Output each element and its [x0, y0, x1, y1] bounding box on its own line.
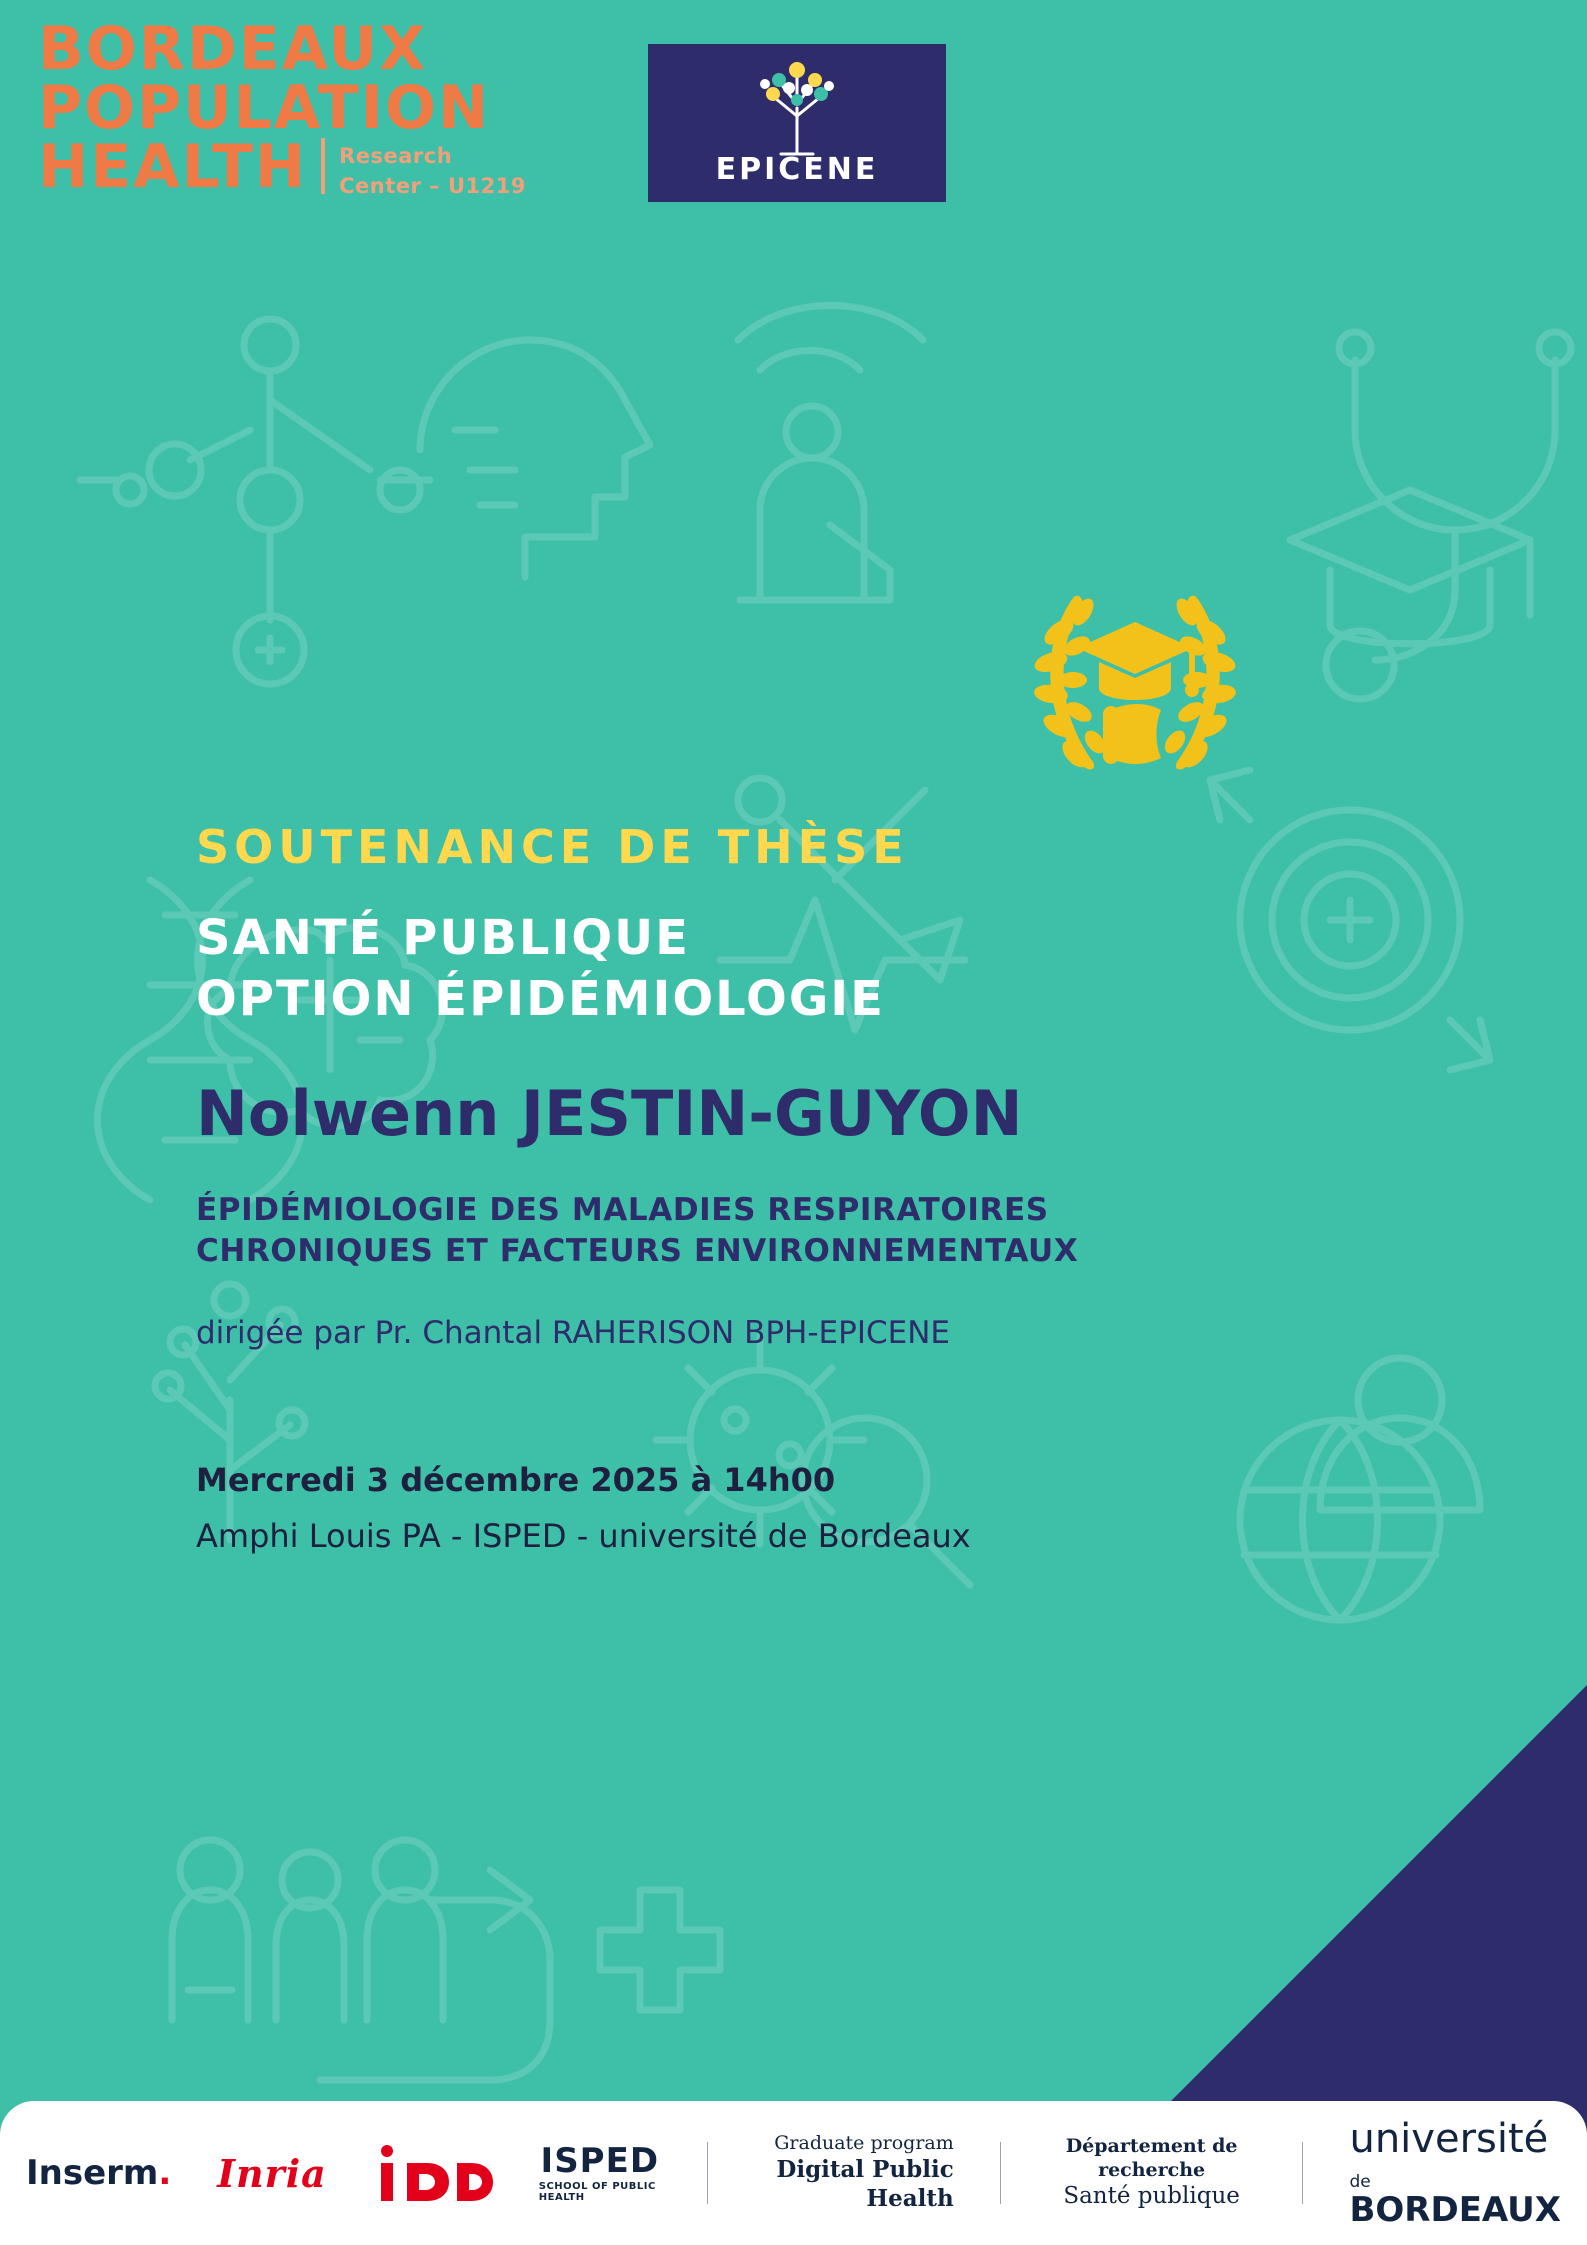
- footer-divider-2: [1000, 2142, 1001, 2204]
- bph-logo-line3: HEALTH: [38, 131, 308, 202]
- discipline-line-1: SANTÉ PUBLIQUE: [196, 910, 690, 966]
- thesis-supervisor: dirigée par Pr. Chantal RAHERISON BPH-EPICENE: [196, 1314, 950, 1351]
- graduate-program-bottom: Digital Public Health: [776, 2156, 954, 2212]
- graduate-program-logo: [754, 2132, 953, 2213]
- departement-recherche-logo: [1047, 2135, 1256, 2211]
- footer-divider-1: [707, 2142, 708, 2204]
- footer-divider-3: [1302, 2142, 1303, 2204]
- inserm-logo-dot: .: [158, 2153, 172, 2193]
- bph-logo-line2: POPULATION: [38, 72, 491, 143]
- universite-bordeaux-top: université: [1349, 2116, 1549, 2162]
- bph-logo-subtitle-line1: Research: [339, 143, 453, 168]
- graduate-program-top: Graduate program: [774, 2132, 954, 2155]
- discipline-block: [196, 908, 1376, 1031]
- isped-logo: [538, 2140, 661, 2203]
- universite-bordeaux-bottom: BORDEAUX: [1349, 2190, 1562, 2230]
- candidate-name: Nolwenn JESTIN-GUYON: [196, 1076, 1023, 1150]
- event-date: Mercredi 3 décembre 2025 à 14h00: [196, 1460, 836, 1499]
- page-title: SOUTENANCE DE THÈSE: [196, 820, 909, 874]
- thesis-title-line-1: ÉPIDÉMIOLOGIE DES MALADIES RESPIRATOIRES: [196, 1191, 1049, 1228]
- thesis-title: [196, 1190, 1376, 1273]
- footer-logo-bar: [0, 2101, 1587, 2245]
- thesis-title-line-2: CHRONIQUES ET FACTEURS ENVIRONNEMENTAUX: [196, 1233, 1079, 1270]
- laurel-graduation-icon: [1025, 570, 1245, 805]
- epicene-logo: [648, 44, 946, 202]
- bph-logo: [38, 14, 638, 202]
- poster-content: [196, 820, 1376, 1555]
- departement-recherche-top: Département de recherche: [1065, 2134, 1238, 2181]
- inria-logo-label: Inria: [217, 2150, 327, 2196]
- event-location: Amphi Louis PA - ISPED - université de Bordeaux: [196, 1516, 971, 1555]
- universite-bordeaux-de: de: [1349, 2172, 1371, 2192]
- ird-logo: [373, 2141, 493, 2205]
- tree-icon: [737, 54, 857, 158]
- epicene-logo-label: EPICENE: [715, 152, 879, 187]
- bph-logo-line1: BORDEAUX: [38, 14, 428, 84]
- departement-recherche-bottom: Santé publique: [1063, 2183, 1240, 2210]
- bph-logo-subtitle: [321, 138, 526, 199]
- isped-logo-sublabel: SCHOOL OF PUBLIC HEALTH: [538, 2180, 656, 2203]
- inria-logo: [217, 2151, 326, 2196]
- bph-logo-subtitle-line2: Center – U1219: [339, 174, 526, 199]
- inserm-logo: [26, 2153, 171, 2193]
- universite-bordeaux-bottom-wrap: [1349, 2159, 1562, 2230]
- discipline-line-2: OPTION ÉPIDÉMIOLOGIE: [196, 971, 885, 1028]
- universite-bordeaux-logo: [1349, 2116, 1562, 2230]
- inserm-logo-label: Inserm: [26, 2153, 159, 2193]
- isped-logo-label: ISPED: [540, 2140, 660, 2181]
